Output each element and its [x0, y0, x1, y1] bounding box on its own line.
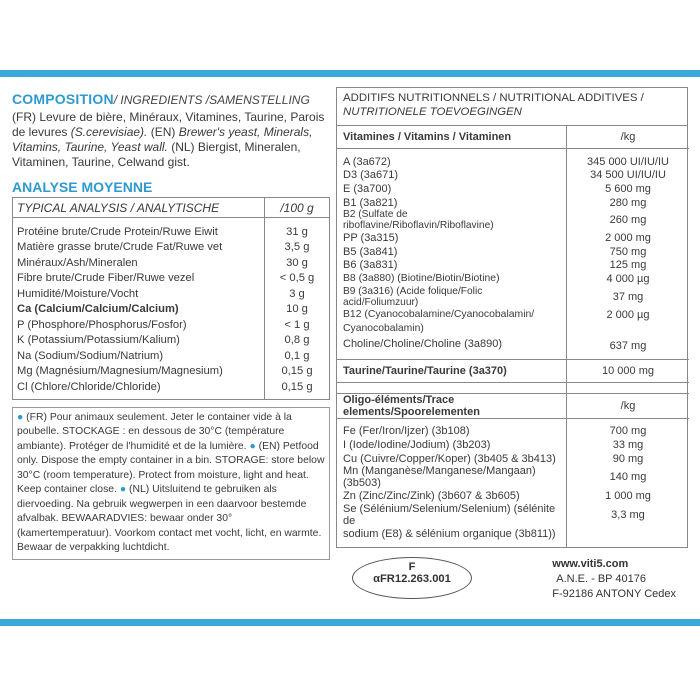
bullet-dot-icon: ● — [249, 440, 256, 452]
vitamin-label: B6 (3a831) — [343, 259, 398, 272]
composition-text — [12, 110, 330, 170]
vitamin-label: B12 (Cyanocobalamine/Cyanocobalamin/ — [343, 309, 535, 321]
taurine-label — [337, 359, 567, 382]
table-row — [13, 317, 330, 333]
analysis-value: 30 g — [265, 255, 330, 271]
table-row — [337, 438, 689, 452]
vitamin-label: B5 (3a841) — [343, 245, 398, 258]
bottom-accent-bar — [0, 619, 700, 626]
analysis-label: Mg (Magnésium/Magnesium/Magnesium) — [17, 365, 223, 378]
notice-en: (EN) Petfood only. Dispose the empty container in a bin. STORAGE: store below 30°C (room temperature). Protect from moisture, light and heat. Keep container close. — [17, 440, 325, 495]
table-row — [337, 321, 689, 335]
company-address — [552, 557, 676, 602]
table-row — [13, 240, 330, 256]
vitamin-label: B2 (Sulfate de riboflavine/Riboflavin/Riboflavine) — [343, 209, 494, 232]
analysis-label: Minéraux/Ash/Mineralen — [17, 256, 138, 269]
vitamin-label: D3 (3a671) — [343, 169, 399, 182]
trace-table — [337, 393, 689, 547]
taurine-label-text: Taurine/Taurine/Taurine (3a370) — [343, 364, 507, 377]
table-row — [13, 302, 330, 318]
analysis-label: Na (Sodium/Sodium/Natrium) — [17, 349, 164, 362]
stamp-number: αFR12.263.001 — [373, 573, 451, 585]
table-row — [13, 218, 330, 240]
vitamins-header: Vitamines / Vitamins / Vitaminen — [337, 126, 567, 149]
additives-title-line2: NUTRITIONELE TOEVOEGINGEN — [343, 106, 522, 118]
table-row — [337, 425, 689, 439]
table-row — [13, 348, 330, 364]
additives-title — [337, 88, 687, 126]
additives-title-line1: ADDITIFS NUTRITIONNELS / NUTRITIONAL ADDITIVES / — [343, 92, 644, 104]
vitamin-label: A (3a672) — [343, 155, 391, 168]
bullet-dot-icon: ● — [119, 484, 127, 495]
composition-heading — [12, 91, 330, 109]
analysis-value: 0,15 g — [265, 364, 330, 380]
vitamin-value: 750 mg — [567, 245, 690, 259]
vitamin-value: 5 600 mg — [567, 182, 690, 196]
vitamin-label: B8 (3a880) (Biotine/Biotin/Biotine) — [343, 273, 500, 285]
vitamin-value: 280 mg — [567, 196, 690, 210]
usage-notice — [12, 407, 330, 560]
trace-label: sodium (E8) & sélénium organique (3b811)) — [343, 527, 556, 540]
table-row — [337, 196, 689, 210]
trace-value: 1 000 mg — [567, 489, 690, 503]
table-row — [337, 182, 689, 196]
analysis-label: K (Potassium/Potassium/Kalium) — [17, 334, 180, 347]
notice-nl: (NL) Uitsluitend te gebruiken als diervoeding. Na gebruik wegwerpen in een daarvoor bestemde afvalbak. BEWAARADVIES: bewaar onder 30° (kamertemperatuur). Voorkom contact met vocht, licht, en warmte. Bewaar de verpakking luchtdicht. — [17, 484, 322, 553]
table-row — [337, 452, 689, 466]
vitamins-table — [337, 126, 689, 359]
analysis-value: 0,8 g — [265, 333, 330, 349]
trace-header-row — [337, 393, 689, 418]
analysis-value: 10 g — [265, 302, 330, 318]
company-url: www.viti5.com — [552, 558, 629, 570]
table-row — [337, 527, 689, 541]
spacer-row — [337, 382, 689, 393]
analysis-header-label: TYPICAL ANALYSIS / ANALYTISCHE — [13, 198, 265, 218]
footer-area — [336, 557, 688, 607]
vitamin-label: B1 (3a821) — [343, 196, 398, 209]
table-row — [13, 333, 330, 349]
composition-nl: (NL) Biergist, Mineralen, Vitaminen, Taurine, Celwand gist. — [12, 140, 301, 169]
vitamin-value: 345 000 UI/IU/IU — [567, 155, 690, 169]
table-row — [337, 335, 689, 353]
vitamin-label: B9 (3a316) (Acide folique/Folic acid/Foliumzuur) — [343, 285, 483, 308]
table-row — [337, 308, 689, 322]
spacer-row — [337, 541, 689, 547]
vitamin-value: 34 500 UI/IU/IU — [567, 169, 690, 183]
table-row — [13, 379, 330, 399]
vitamin-value: 125 mg — [567, 259, 690, 273]
table-row — [337, 503, 689, 527]
vitamins-header-row — [337, 126, 689, 149]
trace-label: Se (Sélénium/Selenium/Selenium) (sélénite de — [343, 502, 556, 527]
trace-label: Cu (Cuivre/Copper/Koper) (3b405 & 3b413) — [343, 452, 556, 465]
additives-box — [336, 87, 688, 548]
notice-fr: (FR) Pour animaux seulement. Jeter le container vide à la poubelle. STOCKAGE : en dessous de 30°C (température ambiante). Protéger de l'humidité et de la lumière. — [17, 411, 292, 452]
left-column — [12, 91, 330, 560]
composition-en-lead: (EN) — [147, 125, 179, 139]
vitamin-label: Cyanocobalamin) — [343, 322, 424, 334]
analysis-value: < 1 g — [265, 317, 330, 333]
trace-value: 140 mg — [567, 465, 690, 489]
trace-header: Oligo-éléments/Trace elements/Spoorelementen — [337, 393, 567, 418]
table-row — [337, 245, 689, 259]
table-row — [337, 286, 689, 308]
trace-value: 33 mg — [567, 438, 690, 452]
table-row — [337, 465, 689, 489]
analysis-value: 3,5 g — [265, 240, 330, 256]
vitamin-value: 4 000 µg — [567, 272, 690, 286]
trace-label: Zn (Zinc/Zinc/Zink) (3b607 & 3b605) — [343, 490, 520, 503]
analysis-label: Ca (Calcium/Calcium/Calcium) — [17, 303, 179, 316]
table-row — [337, 489, 689, 503]
analysis-table — [12, 197, 330, 400]
composition-subtitle: / INGREDIENTS /SAMENSTELLING — [113, 93, 310, 107]
analysis-label: P (Phosphore/Phosphorus/Fosfor) — [17, 318, 187, 331]
table-row — [337, 169, 689, 183]
top-accent-bar — [0, 70, 700, 77]
analysis-header-row — [13, 198, 330, 218]
analysis-label: Fibre brute/Crude Fiber/Ruwe vezel — [17, 272, 195, 285]
vitamin-value — [567, 321, 690, 335]
trace-label: Fe (Fer/Iron/Ijzer) (3b108) — [343, 425, 470, 438]
analysis-value: 0,15 g — [265, 379, 330, 399]
bullet-dot-icon: ● — [17, 411, 24, 423]
taurine-row — [337, 359, 689, 382]
vitamin-value: 37 mg — [567, 286, 690, 308]
table-row — [13, 255, 330, 271]
table-row — [337, 155, 689, 169]
trace-label: I (Iode/Iodine/Jodium) (3b203) — [343, 438, 491, 451]
vitamin-label: Choline/Choline/Choline (3a890) — [343, 337, 502, 350]
vitamins-unit: /kg — [567, 126, 690, 149]
analysis-header-unit: /100 g — [265, 198, 330, 218]
right-column — [336, 87, 688, 548]
composition-fr-italic: (S.cerevisiae). — [70, 125, 148, 139]
approval-stamp — [352, 557, 472, 599]
vitamin-value: 260 mg — [567, 209, 690, 231]
company-line1: A.N.E. - BP 40176 — [556, 573, 646, 585]
taurine-table — [337, 359, 689, 393]
analysis-label: Protéine brute/Crude Protein/Ruwe Eiwit — [17, 225, 218, 238]
analysis-title: ANALYSE MOYENNE — [12, 179, 153, 195]
vitamin-label: E (3a700) — [343, 182, 392, 195]
analysis-value: < 0,5 g — [265, 271, 330, 287]
trace-value: 90 mg — [567, 452, 690, 466]
vitamin-value: 2 000 mg — [567, 231, 690, 245]
table-row — [337, 209, 689, 231]
table-row — [337, 231, 689, 245]
composition-fr: (FR) Levure de bière, Minéraux, Vitamines, Taurine, Parois de levures — [12, 110, 325, 139]
table-row — [13, 271, 330, 287]
composition-title: COMPOSITION — [12, 91, 114, 107]
analysis-value: 0,1 g — [265, 348, 330, 364]
vitamin-value: 637 mg — [567, 335, 690, 353]
taurine-value: 10 000 mg — [567, 359, 690, 382]
composition-en: Brewer's yeast, Minerals, Vitamins, Taurine, Yeast wall. — [12, 125, 313, 154]
analysis-label: Matière grasse brute/Crude Fat/Ruwe vet — [17, 241, 223, 254]
trace-value — [567, 527, 690, 541]
analysis-value: 3 g — [265, 286, 330, 302]
table-row — [337, 272, 689, 286]
vitamin-label: PP (3a315) — [343, 232, 399, 245]
table-row — [13, 364, 330, 380]
trace-value: 3,3 mg — [567, 503, 690, 527]
stamp-letter: F — [408, 561, 416, 573]
analysis-label: Cl (Chlore/Chloride/Chloride) — [17, 380, 161, 393]
analysis-value: 31 g — [265, 218, 330, 240]
trace-value: 700 mg — [567, 425, 690, 439]
trace-label: Mn (Manganèse/Manganese/Mangaan) (3b503) — [343, 465, 536, 490]
table-row — [337, 259, 689, 273]
table-row — [13, 286, 330, 302]
analysis-label: Humidité/Moisture/Vocht — [17, 287, 139, 300]
vitamin-value: 2 000 µg — [567, 308, 690, 322]
trace-unit: /kg — [567, 393, 690, 418]
company-line2: F-92186 ANTONY Cedex — [552, 588, 676, 600]
label-panel — [0, 77, 700, 619]
